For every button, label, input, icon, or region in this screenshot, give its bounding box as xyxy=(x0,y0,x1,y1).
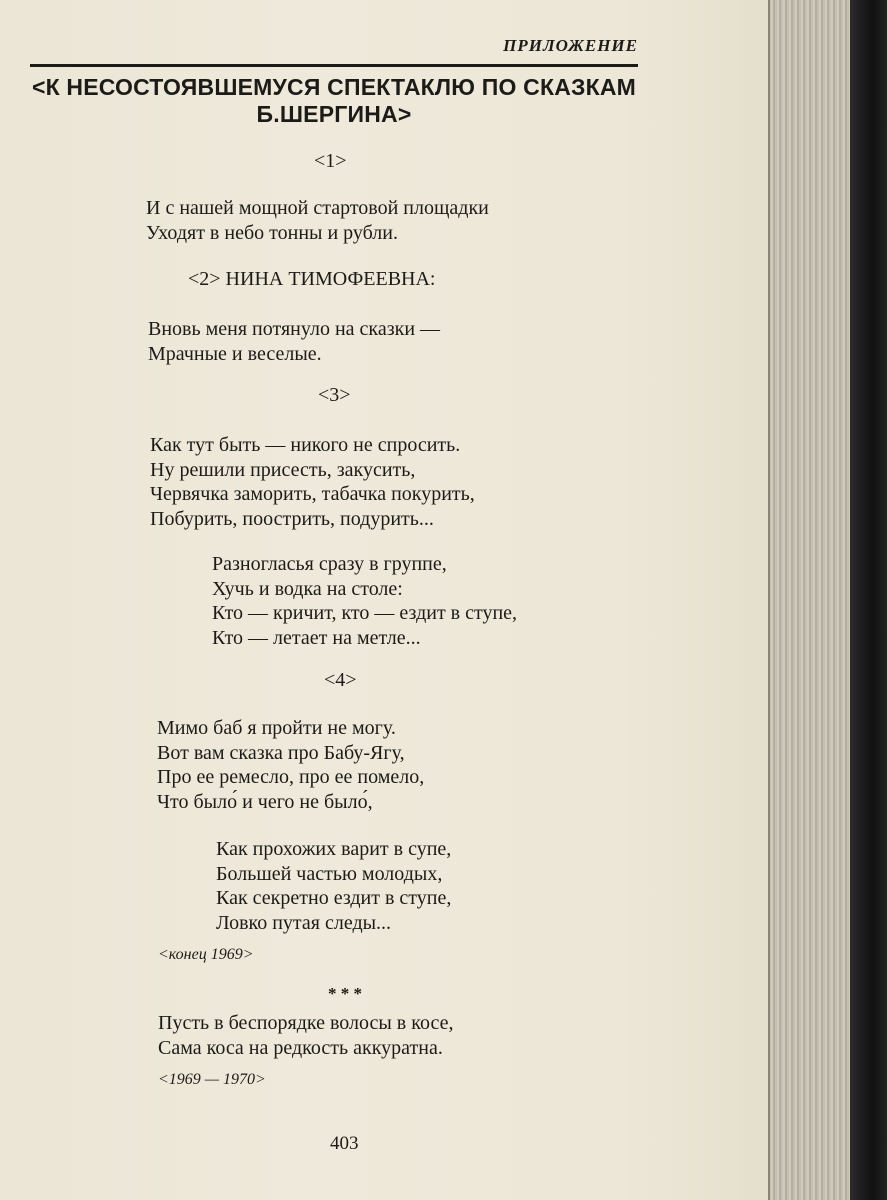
section-number-3: <3> xyxy=(318,384,351,406)
verse-line: Ловко путая следы... xyxy=(216,911,392,934)
verse-line: Уходят в небо тонны и рубли. xyxy=(146,221,398,244)
verse-line: Разногласья сразу в группе, xyxy=(212,553,447,575)
verse-line: Побурить, поострить, подурить... xyxy=(150,507,434,530)
verse-line: И с нашей мощной стартовой площадки xyxy=(146,197,489,219)
verse-line: Вот вам сказка про Бабу-Ягу, xyxy=(157,741,405,764)
verse-section-2 xyxy=(148,317,440,366)
date-note-1: <конец 1969> xyxy=(158,946,254,963)
verse-final xyxy=(158,1011,453,1060)
asterism-separator: * * * xyxy=(328,984,362,1003)
verse-line: Пусть в беспорядке волосы в косе, xyxy=(158,1012,454,1034)
section-number-4: <4> xyxy=(324,669,357,691)
verse-line: Как тут быть — никого не спросить. xyxy=(150,434,461,456)
verse-line: Червячка заморить, табачка покурить, xyxy=(150,483,475,505)
verse-line: Кто — кричит, кто — ездит в ступе, xyxy=(212,602,518,624)
verse-line: Мимо баб я пройти не могу. xyxy=(157,717,396,739)
section-heading-2: <2> НИНА ТИМОФЕЕВНА: xyxy=(188,268,436,290)
verse-section-3-stanza-2 xyxy=(212,552,517,650)
running-head-text: ПРИЛОЖЕНИЕ xyxy=(503,36,638,55)
verse-line: Про ее ремесло, про ее помело, xyxy=(157,766,425,788)
page-title xyxy=(20,74,648,128)
section-number-1: <1> xyxy=(314,150,347,172)
verse-line: Кто — летает на метле... xyxy=(212,626,421,649)
verse-line: Сама коса на редкость аккуратна. xyxy=(158,1036,443,1059)
verse-line: Мрачные и веселые. xyxy=(148,342,322,365)
verse-line: Хучь и водка на столе: xyxy=(212,577,403,600)
verse-line: Как прохожих варит в супе, xyxy=(216,838,452,860)
verse-line: Что было́ и чего не было́, xyxy=(157,790,373,813)
verse-section-3-stanza-1 xyxy=(150,433,475,531)
verse-section-1 xyxy=(146,196,489,245)
verse-line: Большей частью молодых, xyxy=(216,862,443,885)
title-line-1: <К НЕСОСТОЯВШЕМУСЯ СПЕКТАКЛЮ ПО СКАЗКАМ xyxy=(31,74,637,100)
date-note-2: <1969 — 1970> xyxy=(158,1071,266,1088)
running-head xyxy=(30,34,638,67)
page-edges xyxy=(768,0,852,1200)
verse-line: Вновь меня потянуло на сказки — xyxy=(148,318,441,340)
verse-line: Как секретно ездит в ступе, xyxy=(216,887,452,909)
verse-section-4-stanza-2 xyxy=(216,837,451,935)
verse-section-4-stanza-1 xyxy=(157,716,424,814)
verse-line: Ну решили присесть, закусить, xyxy=(150,458,416,481)
title-line-2: Б.ШЕРГИНА> xyxy=(256,101,412,127)
page-number: 403 xyxy=(330,1133,359,1154)
book-cover-edge xyxy=(850,0,887,1200)
